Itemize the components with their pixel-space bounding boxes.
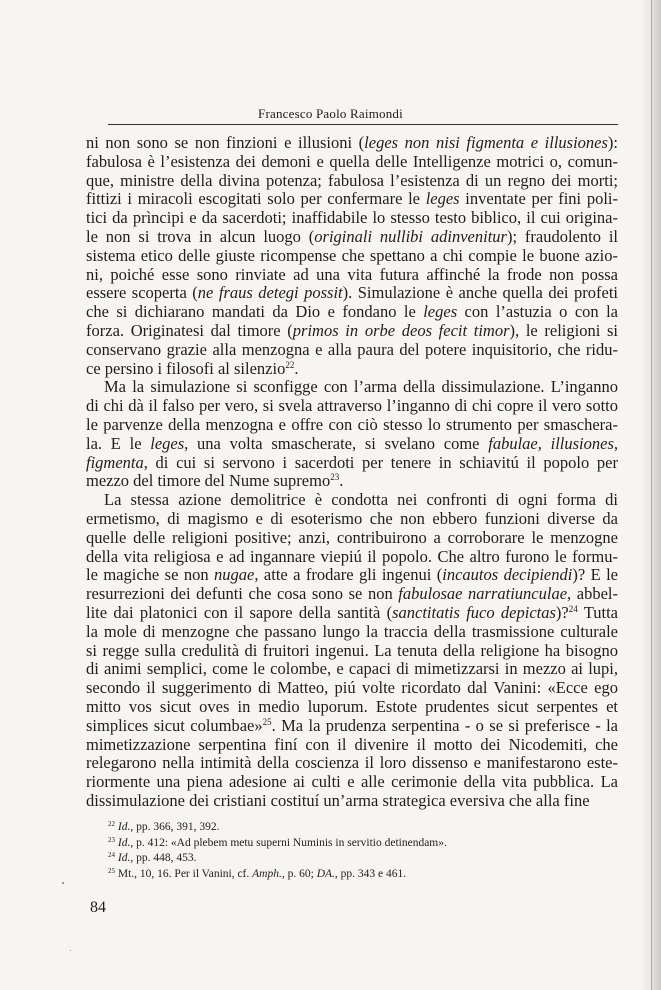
paragraph xyxy=(86,491,618,811)
text-run: , pp. 448, 453. xyxy=(130,852,197,865)
paragraph xyxy=(86,134,618,378)
italic-term: ne fraus detegi possit xyxy=(197,283,343,303)
text-run: con l’astuzia o con la xyxy=(457,302,618,322)
running-header: Francesco Paolo Raimondi xyxy=(258,106,403,121)
text-line xyxy=(86,679,618,698)
scan-speck xyxy=(62,882,64,884)
text-run: fabulosa è l’esistenza dei demoni e quella delle Intelligenze motrici o, comun- xyxy=(86,151,618,171)
text-run: Tutta xyxy=(577,602,618,622)
text-run: ce persino i filosofi al silenzio xyxy=(86,358,286,378)
text-line xyxy=(86,604,618,623)
text-run: resurrezioni dei defunti che cosa sono se non xyxy=(86,584,399,604)
italic-term: Id. xyxy=(117,852,131,865)
text-run: di chi dà il falso per vero, si svela attraverso l’inganno di chi copre il vero sotto xyxy=(86,396,618,416)
text-line xyxy=(86,529,618,548)
body-text xyxy=(86,134,618,811)
text-run: la. E le xyxy=(86,433,151,453)
italic-term: leges non nisi figmenta e illusiones xyxy=(364,133,608,152)
text-run: que, ministre della divina potenza; fabulosa l’esistenza di un regno dei morti; xyxy=(86,170,618,190)
footnote-number: 23 xyxy=(108,835,115,844)
text-line xyxy=(86,172,618,191)
text-line xyxy=(86,717,618,736)
text-run: . Ma la prudenza serpentina - o se si preferisce - la xyxy=(271,715,618,735)
italic-term: illusiones xyxy=(550,433,614,453)
italic-term: incautos decipiendi xyxy=(442,565,573,585)
text-line xyxy=(86,266,618,285)
footnote xyxy=(108,836,608,852)
text-line xyxy=(86,736,618,755)
text-line xyxy=(86,397,618,416)
text-run: che si dichiarano mandati da Dio e fondano le xyxy=(86,302,424,322)
italic-term: fabulosae narratiunculae xyxy=(398,584,568,604)
text-run: ni, poiché esse sono rinviate ad una vita futura affinché la frode non possa xyxy=(86,264,618,284)
italic-term: leges xyxy=(423,302,458,322)
text-run: . xyxy=(294,358,299,378)
scan-speck xyxy=(70,950,71,951)
text-run: , xyxy=(613,433,618,453)
text-line xyxy=(86,698,618,717)
text-line xyxy=(86,623,618,642)
footnote-ref: 25 xyxy=(262,716,272,727)
text-line xyxy=(86,548,618,567)
text-line xyxy=(86,284,618,303)
text-line xyxy=(86,360,618,379)
text-line xyxy=(86,642,618,661)
text-run: quelle delle religioni positive; anzi, contribuirono a corroborare le menzogne xyxy=(86,527,618,547)
text-line xyxy=(86,303,618,322)
text-run: lite dai platonici con il sapore della santità ( xyxy=(86,602,393,622)
text-line xyxy=(86,153,618,172)
text-line xyxy=(86,378,618,397)
footnote xyxy=(108,820,608,836)
text-line xyxy=(86,190,618,209)
text-run: , p. 60; xyxy=(281,867,317,880)
italic-term: Id. xyxy=(117,836,131,849)
text-run: mimetizzazione serpentina finí con il divenire il motto dei Nicodemiti, che xyxy=(86,734,618,754)
footnote xyxy=(108,851,608,867)
text-run: ni non sono se non finzioni e illusioni ( xyxy=(86,133,365,152)
text-run: ). Simulazione è anche quella dei profeti xyxy=(342,283,618,303)
text-line xyxy=(86,660,618,679)
text-line xyxy=(86,134,618,153)
text-line xyxy=(86,510,618,529)
italic-term: fabulae xyxy=(488,433,538,453)
text-line xyxy=(86,792,618,811)
header-rule xyxy=(108,124,618,125)
text-run: le magiche se non xyxy=(86,565,215,585)
italic-term: primos in orbe deos fecit timor xyxy=(292,320,510,340)
text-line xyxy=(86,228,618,247)
footnote xyxy=(108,867,608,883)
paragraph xyxy=(86,378,618,491)
footnote-number: 22 xyxy=(108,820,115,828)
text-run: ), le religioni si xyxy=(509,320,618,340)
italic-term: figmenta xyxy=(86,452,144,472)
footnote-ref: 24 xyxy=(568,603,578,614)
italic-term: Id. xyxy=(117,821,131,833)
text-run: si regge sulla credulità di fruitori ingenui. La tenuta della religione ha bisogno xyxy=(86,640,618,660)
text-run: La stessa azione demolitrice è condotta nei confronti di ogni forma di xyxy=(104,490,618,510)
text-run: relegarono nella intimità della coscienza il loro dissenso e manifestarono este- xyxy=(86,753,618,773)
text-run: la mole di menzogne che passano lungo la traccia della trasmissione culturale xyxy=(86,621,618,641)
text-line xyxy=(86,754,618,773)
text-run: essere scoperta ( xyxy=(86,283,198,303)
italic-term: leges xyxy=(150,433,185,453)
italic-term: nugae xyxy=(214,565,255,585)
text-run: , abbel- xyxy=(567,584,618,604)
text-run: secondo il suggerimento di Matteo, piú volte ricordato dal Vanini: «Ecce ego xyxy=(86,678,618,698)
footnote-ref: 22 xyxy=(285,359,295,370)
text-line xyxy=(86,209,618,228)
text-run: conservano grazie alla menzogna e alla paura del potere inquisitorio, che ridu- xyxy=(86,339,618,359)
text-run: ermetismo, di magismo e di esoterismo che non ebbero funzioni diverse da xyxy=(86,508,618,528)
text-run: tici da prìncipi e da sacerdoti; inaffidabile lo stesso testo biblico, il cui origina- xyxy=(86,208,618,228)
text-line xyxy=(86,585,618,604)
scan-binding-line xyxy=(651,0,652,990)
text-line xyxy=(86,322,618,341)
text-run: , xyxy=(537,433,551,453)
italic-term: sanctitatis fuco depictas xyxy=(392,602,556,622)
text-run: Mt., 10, 16. Per il Vanini, cf. xyxy=(117,867,253,880)
small-caps-abbr: DA. xyxy=(316,867,335,880)
text-run: , p. 412: «Ad plebem metu superni Numinis in servitio detinendam». xyxy=(130,836,447,849)
text-run: forza. Originatesi dal timore ( xyxy=(86,320,293,340)
footnote-number: 24 xyxy=(108,851,115,860)
text-run: mitto vos sicut oves in medio luporum. Estote prudentes sicut serpentes et xyxy=(86,696,618,716)
text-run: della vita religiosa e ad ingannare viepiú il popolo. Che altro furono le formu- xyxy=(86,546,618,566)
text-run: simplices sicut columbae» xyxy=(86,715,263,735)
text-line xyxy=(86,341,618,360)
text-run: )? xyxy=(555,602,569,622)
text-run: , atte a frodare gli ingenui ( xyxy=(254,565,443,585)
footnote-ref: 23 xyxy=(330,472,340,483)
text-line xyxy=(86,435,618,454)
text-run: , di cui si servono i sacerdoti per tenere in schiavitú il popolo per xyxy=(143,452,618,472)
text-run: , pp. 366, 391, 392. xyxy=(130,821,220,833)
text-run: riormente una piena adesione ai culti e alle cerimonie della vita pubblica. La xyxy=(86,772,618,792)
text-run: fittizi i miracoli escogitati solo per confermare le xyxy=(86,189,426,209)
text-run: )? E le xyxy=(572,565,618,585)
text-line xyxy=(86,416,618,435)
italic-term: leges xyxy=(425,189,460,209)
text-line xyxy=(86,773,618,792)
footnote-number: 25 xyxy=(108,866,115,875)
footnotes xyxy=(108,820,608,882)
text-run: dissimulazione dei cristiani costituí un’arma strategica eversiva che alla fine xyxy=(86,790,590,810)
text-run: , pp. 343 e 461. xyxy=(334,867,407,880)
text-run: Ma la simulazione si sconfigge con l’arma della dissimulazione. L’inganno xyxy=(104,377,618,397)
text-run: inventate per fini poli- xyxy=(459,189,618,209)
text-run: sistema etico delle giuste ricompense che spettano a chi compie le buone azio- xyxy=(86,245,618,265)
page-number: 84 xyxy=(90,899,106,916)
text-run: ); fraudolento il xyxy=(506,226,618,246)
text-run: , una volta smascherate, si svelano come xyxy=(184,433,489,453)
text-run: di animi semplici, come le colombe, e capaci di mimetizzarsi in mezzo ai lupi, xyxy=(86,659,618,679)
text-line xyxy=(86,454,618,473)
text-run: ): xyxy=(607,133,619,152)
text-run: le non si trova in alcun luogo ( xyxy=(86,226,315,246)
italic-term: originali nullibi adinvenitur xyxy=(314,226,507,246)
text-line xyxy=(86,491,618,510)
text-run: le parvenze della menzogna e offre con ciò stesso lo strumento per smaschera- xyxy=(86,414,618,434)
italic-term: Amph. xyxy=(252,867,282,880)
text-line xyxy=(86,472,618,491)
text-line xyxy=(86,566,618,585)
text-run: mezzo del timore del Nume supremo xyxy=(86,471,331,491)
text-line xyxy=(86,247,618,266)
text-run: . xyxy=(339,471,344,491)
